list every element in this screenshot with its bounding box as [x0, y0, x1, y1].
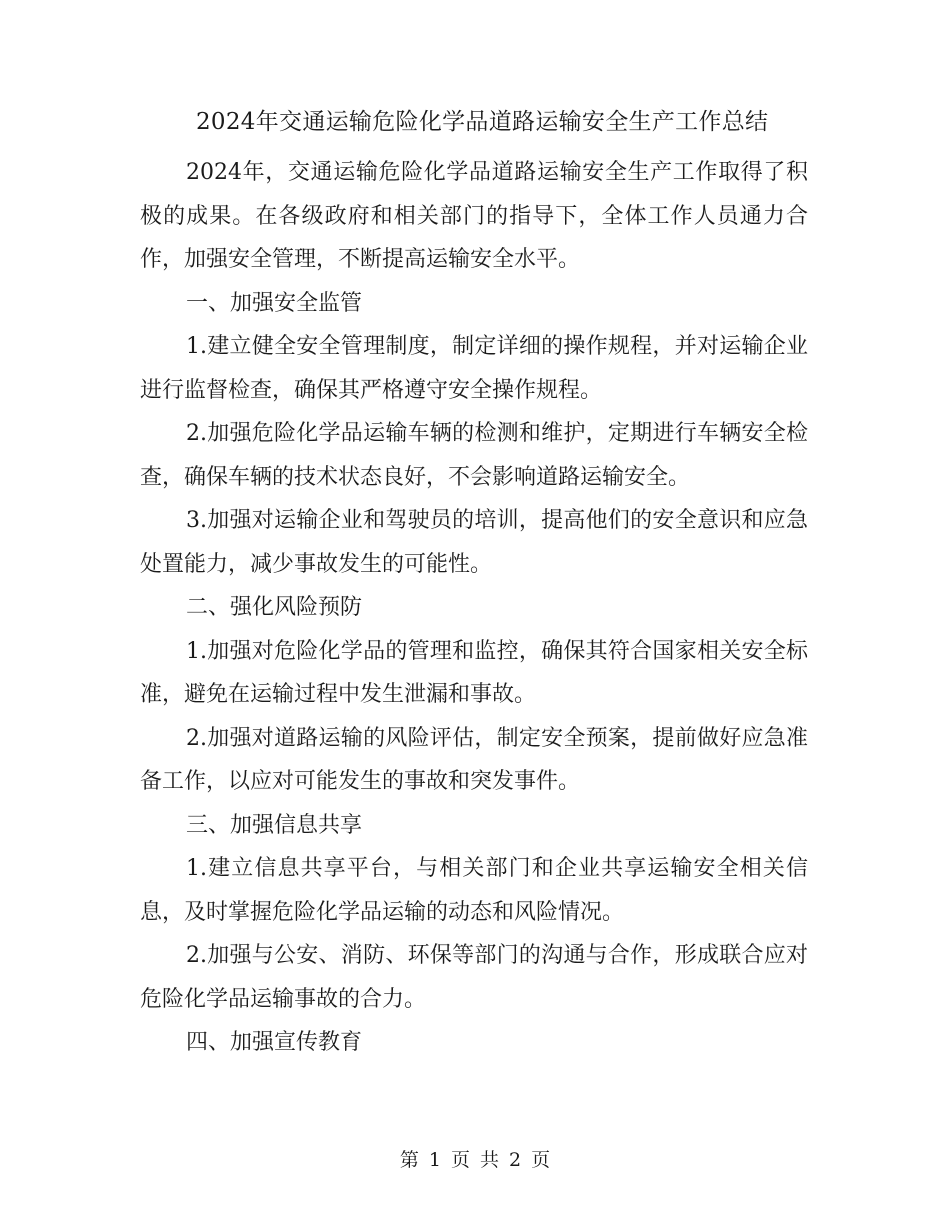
- section-3-item-2: 2.加强与公安、消防、环保等部门的沟通与合作，形成联合应对危险化学品运输事故的合力。: [140, 943, 808, 1012]
- section-heading-2: 二、强化风险预防: [186, 595, 363, 620]
- section-heading-1: 一、加强安全监管: [186, 290, 363, 316]
- section-3-item-1: 1.建立信息共享平台，与相关部门和企业共享运输安全相关信息，及时掌握危险化学品运输的动态和风险情况。: [140, 856, 808, 925]
- section-heading-4: 四、加强宣传教育: [186, 1030, 363, 1055]
- intro-paragraph: 2024年，交通运输危险化学品道路运输安全生产工作取得了积极的成果。在各级政府和相关部门的指导下，全体工作人员通力合作，加强安全管理，不断提高运输安全水平。: [140, 160, 808, 272]
- section-1-item-1: 1.建立健全安全管理制度，制定详细的操作规程，并对运输企业进行监督检查，确保其严格遵守安全操作规程。: [140, 334, 808, 403]
- section-2-item-1: 1.加强对危险化学品的管理和监控，确保其符合国家相关安全标准，避免在运输过程中发生泄漏和事故。: [140, 638, 808, 707]
- section-2-item-2: 2.加强对道路运输的风险评估，制定安全预案，提前做好应急准备工作，以应对可能发生的事故和突发事件。: [140, 725, 808, 794]
- document-body: [140, 151, 808, 1065]
- section-1-item-3: 3.加强对运输企业和驾驶员的培训，提高他们的安全意识和应急处置能力，减少事故发生的可能性。: [140, 508, 808, 577]
- section-heading-3: 三、加强信息共享: [186, 812, 363, 838]
- section-1-item-2: 2.加强危险化学品运输车辆的检测和维护，定期进行车辆安全检查，确保车辆的技术状态良好，不会影响道路运输安全。: [140, 421, 808, 490]
- page-number-footer: 第 1 页 共 2 页: [399, 1149, 551, 1171]
- document-title: 2024年交通运输危险化学品道路运输安全生产工作总结: [196, 109, 769, 135]
